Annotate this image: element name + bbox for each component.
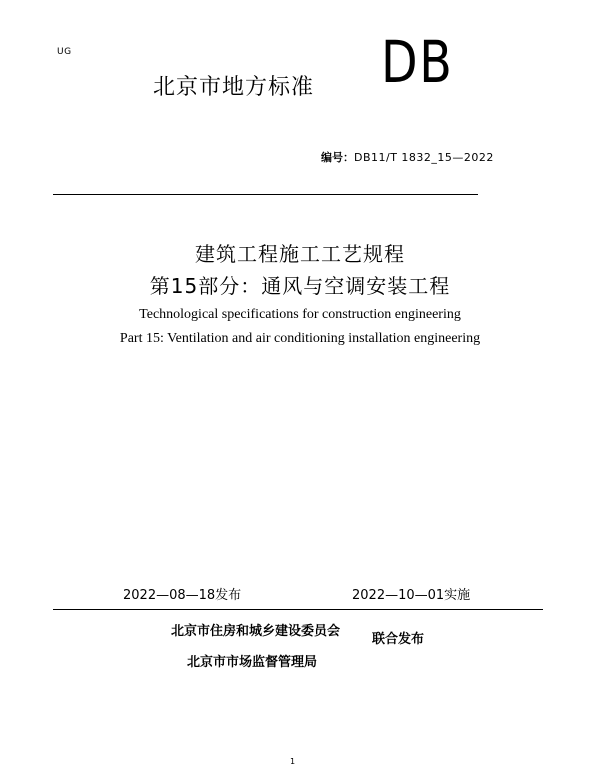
issue-date: 2022—08—18发布 [123,588,242,603]
issuer-housing-commission: 北京市住房和城乡建设委员会 [171,624,341,639]
bottom-divider [53,609,543,610]
top-divider [53,194,478,195]
standard-number [321,149,494,165]
joint-issue-label: 联合发布 [372,632,425,647]
title-english-main: Technological specifications for construction engineering [139,307,461,322]
ics-code: UG [57,47,72,57]
standard-number-label: 编号： [321,151,354,164]
title-english-part: Part 15: Ventilation and air conditioning installation engineering [119,331,481,346]
standard-organization: 北京市地方标准 [153,75,315,100]
page-number: 1 [290,757,296,766]
issuer-market-regulation: 北京市市场监督管理局 [187,655,318,670]
db-logo: DB [381,28,454,96]
implementation-date: 2022—10—01实施 [352,588,471,603]
title-chinese-part: 第15部分：通风与空调安装工程 [149,274,451,298]
standard-number-value: DB11/T 1832_15—2022 [354,151,494,164]
title-chinese-main: 建筑工程施工工艺规程 [195,242,405,266]
